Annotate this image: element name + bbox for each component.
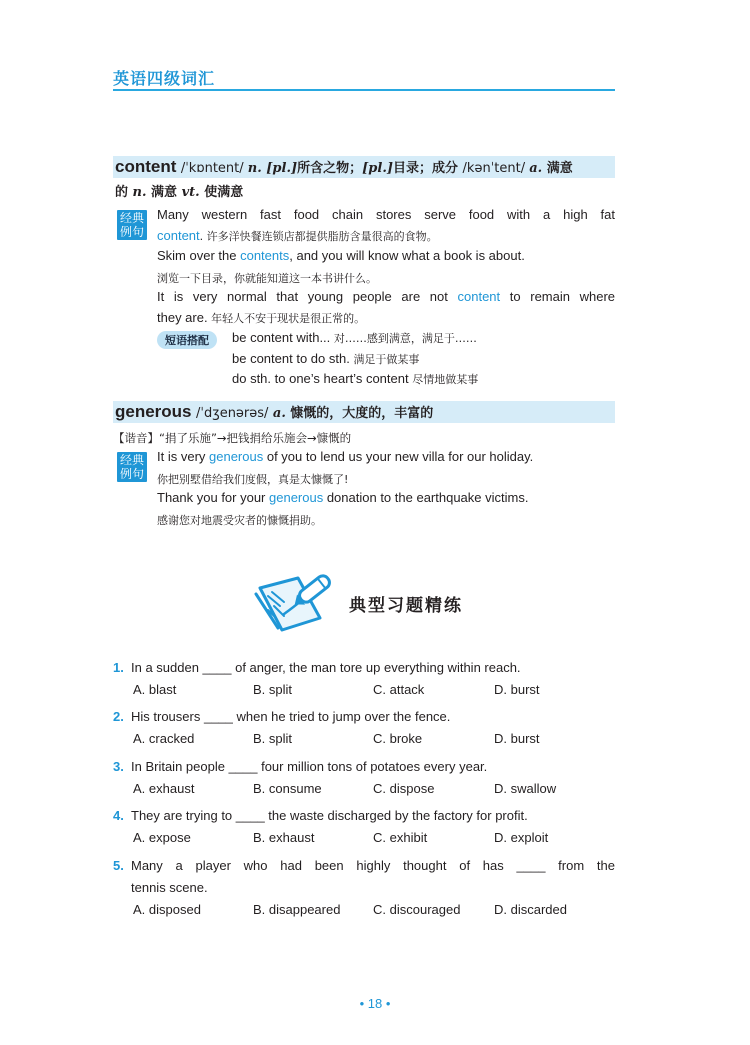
definition-run: vt. <box>181 185 205 200</box>
answer-option[interactable]: D. burst <box>494 682 540 697</box>
answer-option[interactable]: B. split <box>253 682 293 697</box>
example-badge: 经典 例句 <box>117 452 147 482</box>
question-stem: In a sudden ____ of anger, the man tore up everything within reach. <box>131 660 521 675</box>
answer-option[interactable]: C. discouraged <box>373 902 461 917</box>
definition-run: [pl.] <box>362 161 394 176</box>
answer-option[interactable]: B. exhaust <box>253 830 315 845</box>
answer-option[interactable]: C. exhibit <box>373 830 428 845</box>
entry-headline-generous: generous /ˈdʒenərəs/ a. 慷慨的，大度的，丰富的 <box>115 402 434 421</box>
answer-option[interactable]: C. attack <box>373 682 425 697</box>
phrase-item: do sth. to one’s heart’s content 尽情地做某事 <box>232 371 479 386</box>
example-translation: 你把别墅借给我们度假，真是太慷慨了! <box>157 473 349 486</box>
question-stem: In Britain people ____ four million tons of potatoes every year. <box>131 759 488 774</box>
example-sentence: Many western fast food chain stores serve food with a high fat <box>157 207 615 222</box>
answer-option[interactable]: A. exhaust <box>133 781 195 796</box>
entry-headline-content <box>115 157 573 177</box>
definition-run: [pl.] <box>266 161 298 176</box>
mnemonic: 【谐音】“捐了乐施”→把钱捐给乐施会→慷慨的 <box>113 431 352 445</box>
answer-option[interactable]: C. dispose <box>373 781 435 796</box>
example-translation: 感谢您对地震受灾者的慷慨捐助。 <box>157 514 322 527</box>
notebook-pen-icon <box>254 566 340 636</box>
definition-run: /kənˈtent/ <box>462 161 530 176</box>
answer-option[interactable]: B. consume <box>253 781 322 796</box>
question-number: 1. <box>113 660 124 675</box>
headword: generous <box>115 402 192 421</box>
question-number: 5. <box>113 858 124 873</box>
answer-option[interactable]: D. exploit <box>494 830 549 845</box>
phrase-item: be content to do sth. 满足于做某事 <box>232 351 420 366</box>
question-stem: Many a player who had been highly thought of has ____ from the <box>131 858 615 873</box>
phrase-item: be content with... 对……感到满意，满足于…… <box>232 330 477 345</box>
entry-def-line2 <box>115 181 243 201</box>
answer-option[interactable]: D. swallow <box>494 781 557 796</box>
definition-run: 所含之物； <box>297 161 363 176</box>
definition-run: 的 <box>115 185 133 200</box>
example-sentence: Thank you for your generous donation to the earthquake victims. <box>157 490 529 505</box>
answer-option[interactable]: A. disposed <box>133 902 201 917</box>
headword: content <box>115 157 177 176</box>
answer-option[interactable]: A. blast <box>133 682 177 697</box>
question-number: 4. <box>113 808 124 823</box>
definition-run: 满意 <box>546 161 573 176</box>
highlight-word: content <box>157 228 200 243</box>
header-rule <box>113 89 615 91</box>
answer-option[interactable]: A. cracked <box>133 731 195 746</box>
example-sentence-cont: content. 许多洋快餐连锁店都提供脂肪含量很高的食物。 <box>157 228 438 243</box>
running-header-title: 英语四级词汇 <box>113 69 216 88</box>
answer-option[interactable]: A. expose <box>133 830 191 845</box>
page-number: • 18 • <box>359 996 391 1011</box>
example-translation: 浏览一下目录，你就能知道这一本书讲什么。 <box>157 272 377 285</box>
question-stem: They are trying to ____ the waste discharged by the factory for profit. <box>131 808 528 823</box>
example-sentence: Skim over the contents, and you will know what a book is about. <box>157 248 525 263</box>
definition-run: 目录；成分 <box>393 161 463 176</box>
answer-option[interactable]: C. broke <box>373 731 423 746</box>
answer-option[interactable]: D. discarded <box>494 902 567 917</box>
question-stem: His trousers ____ when he tried to jump over the fence. <box>131 709 451 724</box>
definition-run: 使满意 <box>204 185 244 200</box>
definition-run: n. <box>132 185 152 200</box>
answer-option[interactable]: B. split <box>253 731 293 746</box>
question-number: 2. <box>113 709 124 724</box>
example-badge: 经典 例句 <box>117 210 147 240</box>
example-sentence-cont: they are. 年轻人不安于现状是很正常的。 <box>157 310 366 325</box>
example-sentence: It is very generous of you to lend us your new villa for our holiday. <box>157 449 534 464</box>
answer-option[interactable]: D. burst <box>494 731 540 746</box>
phrase-badge: 短语搭配 <box>157 331 217 349</box>
definition-run: a. <box>529 161 547 176</box>
section-title: 典型习题精练 <box>349 596 463 616</box>
definition-run: /ˈkɒntent/ <box>180 161 248 176</box>
example-sentence: It is very normal that young people are not content to remain where <box>157 289 616 304</box>
definition-run: 满意 <box>151 185 182 200</box>
definition-run: n. <box>247 161 267 176</box>
question-stem-cont: tennis scene. <box>131 880 208 895</box>
answer-option[interactable]: B. disappeared <box>253 902 341 917</box>
question-number: 3. <box>113 759 124 774</box>
